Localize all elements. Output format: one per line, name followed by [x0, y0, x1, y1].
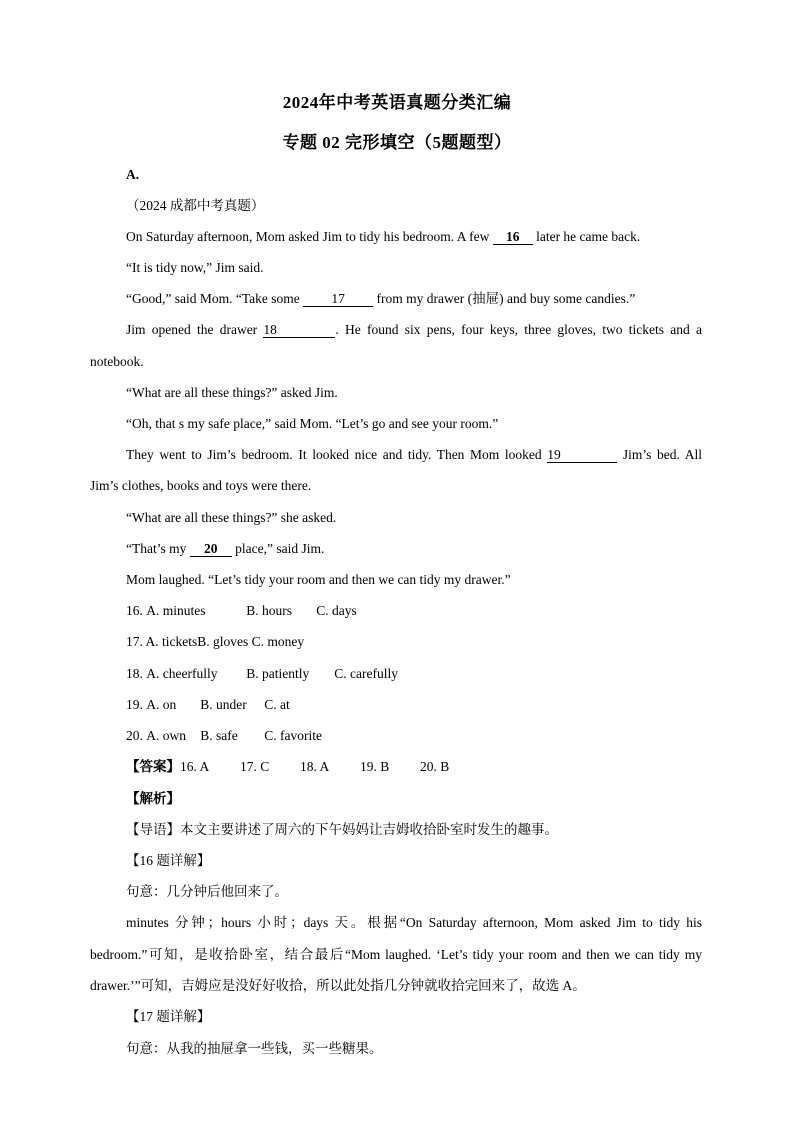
document-subtitle: 专题 02 完形填空（5题题型） [282, 133, 512, 152]
option-c: C. carefully [334, 666, 398, 681]
answer-item: 18. A [300, 759, 330, 774]
blank-19: 19 [547, 447, 617, 463]
option-number: 19. [126, 697, 143, 712]
blank-16: 16 [493, 229, 533, 245]
option-row [126, 601, 357, 621]
passage-text: On Saturday afternoon, Mom asked Jim to tidy his bedroom. A few [126, 229, 493, 244]
passage-paragraph [126, 445, 702, 465]
option-c: C. days [316, 603, 357, 618]
passage-text: . He found six pens, four keys, three gloves, two tickets and a [335, 322, 702, 337]
passage-paragraph: “What are all these things?” she asked. [126, 510, 337, 525]
passage-paragraph: “What are all these things?” asked Jim. [126, 385, 338, 400]
passage-paragraph: “It is tidy now,” Jim said. [126, 260, 264, 275]
passage-text: Jim’s bed. All [617, 447, 703, 462]
option-b: B. safe [200, 728, 238, 743]
option-b: B. gloves [197, 634, 249, 649]
document-title: 2024年中考英语真题分类汇编 [282, 93, 512, 112]
option-b: B. patiently [246, 666, 310, 681]
q16-explanation: bedroom.”可知，是收拾卧室，结合最后“Mom laughed. ‘Let’s tidy your room and then we can tidy my [90, 947, 702, 962]
option-number: 20. [126, 728, 143, 743]
option-row [126, 664, 398, 684]
option-b: B. hours [246, 603, 293, 618]
answer-row [126, 757, 449, 777]
option-a: A. on [146, 697, 177, 712]
analysis-label: 【解析】 [126, 791, 180, 806]
passage-paragraph [126, 320, 702, 340]
blank-20: 20 [190, 541, 232, 557]
option-b: B. under [200, 697, 247, 712]
passage-paragraph: “Oh, that s my safe place,” said Mom. “Let’s go and see your room.” [126, 416, 499, 431]
answer-label: 【答案】 [126, 759, 180, 774]
option-number: 17. [126, 634, 143, 649]
passage-text: place,” said Jim. [231, 541, 325, 556]
answer-item: 16. A [180, 759, 210, 774]
q16-explanation: minutes 分钟；hours 小时；days 天。根据“On Saturday afternoon, Mom asked Jim to tidy his [126, 915, 702, 930]
blank-17: 17 [303, 291, 373, 307]
passage-text: from my drawer (抽屉) and buy some candies.” [373, 291, 636, 306]
passage-text: later he came back. [532, 229, 641, 244]
passage-paragraph: Mom laughed. “Let’s tidy your room and then we can tidy my drawer.” [126, 572, 511, 587]
option-row [126, 632, 304, 652]
passage-paragraph [126, 227, 640, 247]
q16-meaning: 句意：几分钟后他回来了。 [126, 884, 288, 899]
section-label: A. [126, 167, 140, 182]
option-number: 16. [126, 603, 143, 618]
passage-text: They went to Jim’s bedroom. It looked nice and tidy. Then Mom looked [126, 447, 548, 462]
q17-meaning: 句意：从我的抽屉拿一些钱，买一些糖果。 [126, 1041, 383, 1056]
q16-label: 【16 题详解】 [126, 853, 211, 868]
passage-text: “That’s my [126, 541, 190, 556]
passage-paragraph [126, 289, 635, 309]
answer-item: 20. B [420, 759, 450, 774]
option-c: C. at [264, 697, 290, 712]
passage-text: Jim opened the drawer [126, 322, 264, 337]
analysis-guide: 【导语】本文主要讲述了周六的下午妈妈让吉姆收拾卧室时发生的趣事。 [126, 822, 558, 837]
option-a: A. tickets [145, 634, 198, 649]
option-number: 18. [126, 666, 143, 681]
option-row [126, 695, 290, 715]
passage-text: “Good,” said Mom. “Take some [126, 291, 304, 306]
answer-item: 19. B [360, 759, 390, 774]
option-c: C. favorite [264, 728, 322, 743]
passage-paragraph [126, 539, 324, 559]
option-a: A. minutes [146, 603, 206, 618]
option-a: A. own [146, 728, 186, 743]
blank-18: 18 [263, 322, 335, 338]
source-note: （2024 成都中考真题） [126, 198, 265, 213]
option-c: C. money [251, 634, 305, 649]
answer-item: 17. C [240, 759, 270, 774]
passage-paragraph-cont: notebook. [90, 354, 144, 369]
q16-explanation: drawer.’”可知，吉姆应是没好好收拾，所以此处指几分钟就收拾完回来了，故选 A。 [90, 978, 586, 993]
passage-paragraph-cont: Jim’s clothes, books and toys were there. [90, 478, 312, 493]
q17-label: 【17 题详解】 [126, 1009, 211, 1024]
option-row [126, 726, 322, 746]
option-a: A. cheerfully [146, 666, 218, 681]
